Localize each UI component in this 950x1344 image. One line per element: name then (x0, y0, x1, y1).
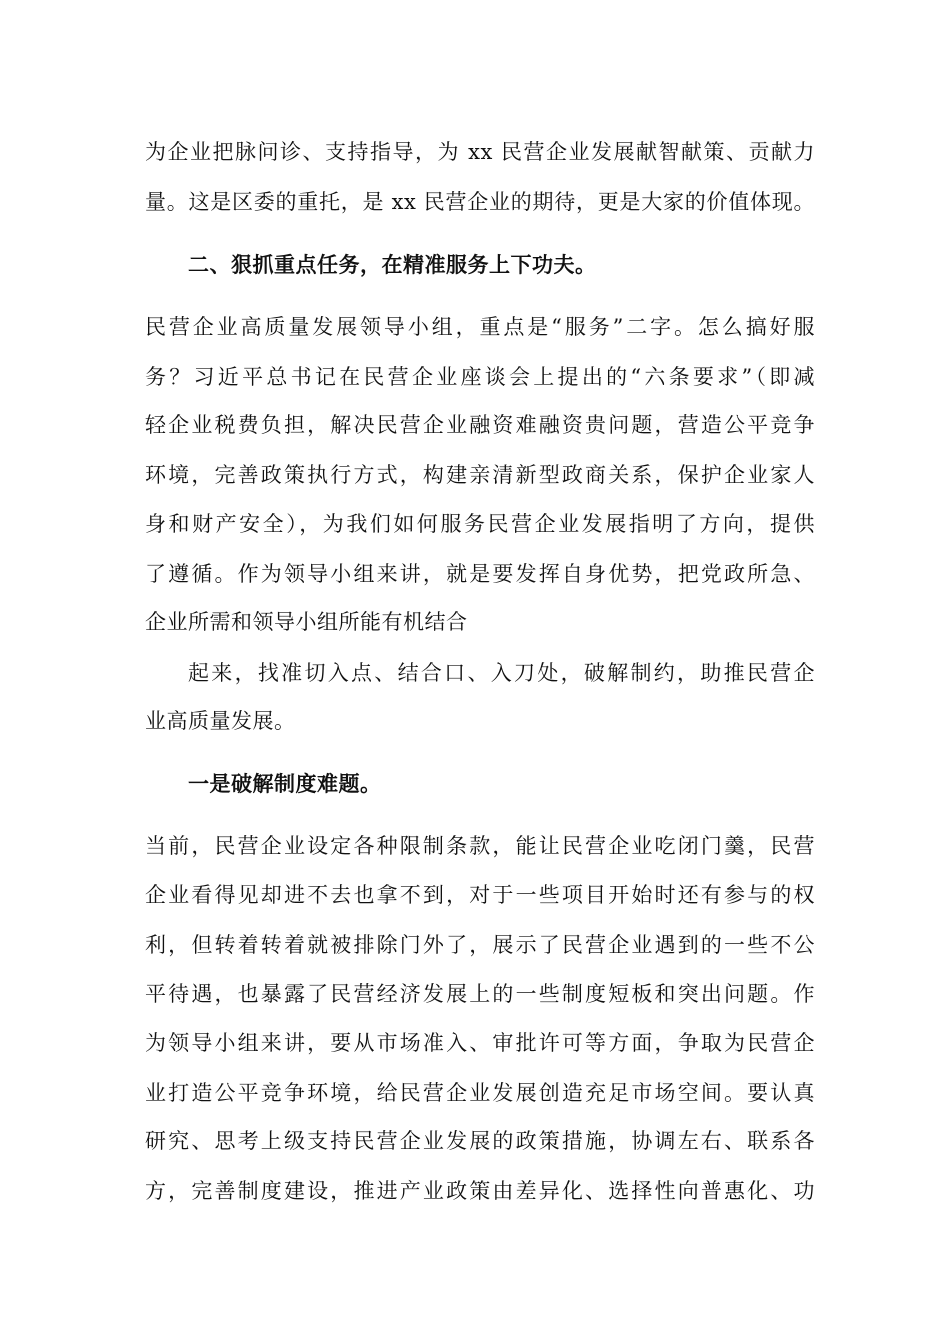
paragraph-line: 企业所需和领导小组所能有机结合 (145, 610, 468, 634)
paragraph-line: 了遵循。作为领导小组来讲，就是要发挥自身优势，把党政所急、 (145, 562, 815, 586)
paragraph-line: 环境，完善政策执行方式，构建亲清新型政商关系，保护企业家人 (145, 463, 815, 487)
paragraph-line: 民营企业高质量发展领导小组，重点是“服务”二字。怎么搞好服 (145, 315, 815, 339)
paragraph-line: 当前，民营企业设定各种限制条款，能让民营企业吃闭门羹，民营 (145, 834, 815, 858)
paragraph-line: 研究、思考上级支持民营企业发展的政策措施，协调左右、联系各 (145, 1129, 815, 1153)
paragraph-line: 企业看得见却进不去也拿不到，对于一些项目开始时还有参与的权 (145, 883, 815, 907)
paragraph-line: 身和财产安全），为我们如何服务民营企业发展指明了方向，提供 (145, 512, 815, 536)
subsection-heading: 一是破解制度难题。 (188, 771, 382, 796)
paragraph-line: 业打造公平竞争环境，给民营企业发展创造充足市场空间。要认真 (145, 1081, 815, 1105)
paragraph-line: 方，完善制度建设，推进产业政策由差异化、选择性向普惠化、功 (145, 1179, 815, 1203)
paragraph-line: 轻企业税费负担，解决民营企业融资难融资贵问题，营造公平竞争 (145, 413, 815, 437)
paragraph-line: 平待遇，也暴露了民营经济发展上的一些制度短板和突出问题。作 (145, 982, 815, 1006)
paragraph-line: 务？习近平总书记在民营企业座谈会上提出的“六条要求”（即减 (145, 365, 815, 389)
paragraph-line: 为企业把脉问诊、支持指导，为 xx 民营企业发展献智献策、贡献力 (145, 140, 815, 164)
paragraph-line: 量。这是区委的重托，是 xx 民营企业的期待，更是大家的价值体现。 (145, 190, 815, 214)
paragraph-line: 为领导小组来讲，要从市场准入、审批许可等方面，争取为民营企 (145, 1031, 815, 1055)
paragraph-line: 起来，找准切入点、结合口、入刀处，破解制约，助推民营企 (188, 661, 815, 685)
paragraph-line: 利，但转着转着就被排除门外了，展示了民营企业遇到的一些不公 (145, 933, 815, 957)
paragraph-line: 业高质量发展。 (145, 709, 296, 733)
section-heading: 二、狠抓重点任务，在精准服务上下功夫。 (188, 252, 597, 277)
